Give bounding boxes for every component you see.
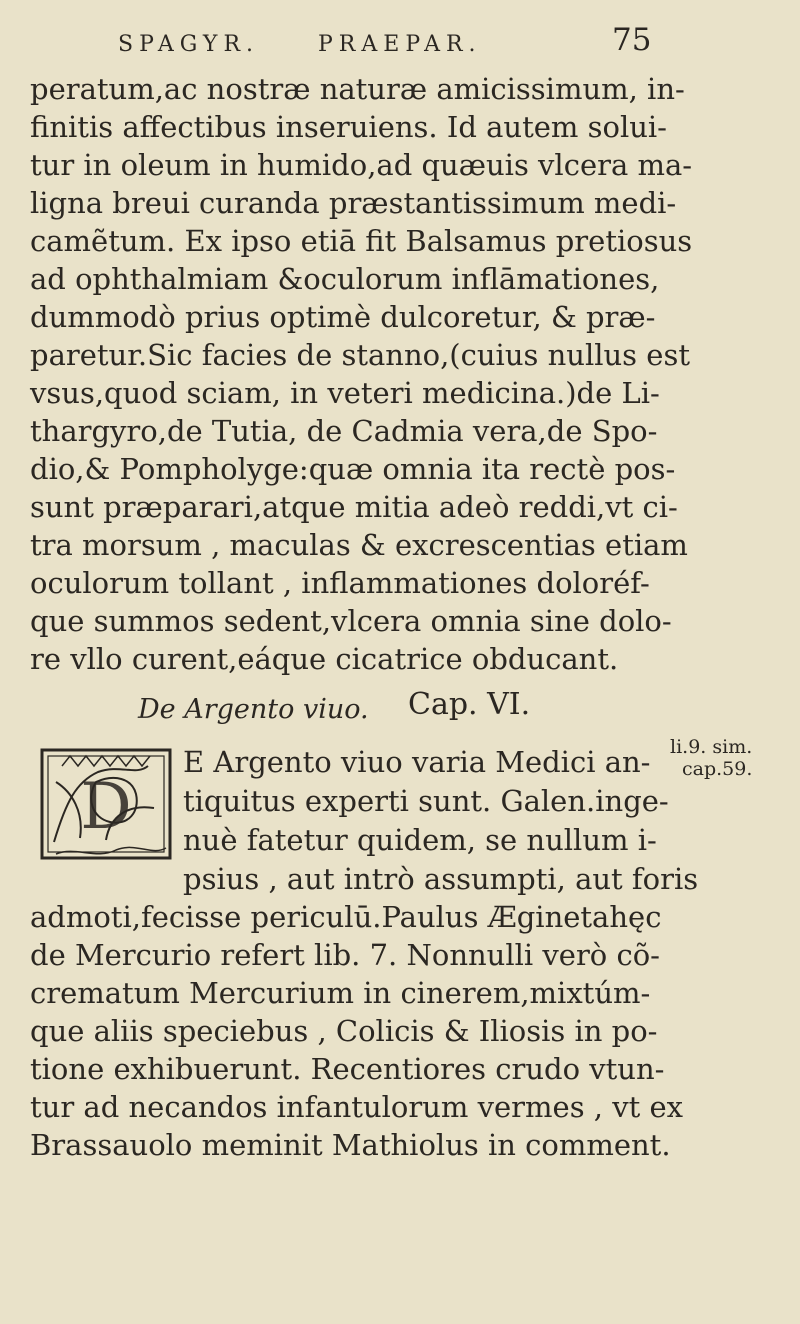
text-line: ad ophthalmiam &oculorum inflāmationes, xyxy=(30,262,660,296)
marginal-note-line: li.9. sim. xyxy=(670,736,753,758)
text-line: peratum,ac nostræ naturæ amicissimum, in- xyxy=(30,72,685,106)
text-line: Brassauolo meminit Mathiolus in comment. xyxy=(30,1128,671,1162)
text-line: tiquitus experti sunt. Galen.inge- xyxy=(183,784,669,818)
text-line: de Mercurio refert lib. 7. Nonnulli verò cõ- xyxy=(30,938,660,972)
text-line: tur in oleum in humido,ad quæuis vlcera ma- xyxy=(30,148,693,182)
text-line: que summos sedent,vlcera omnia sine dolo- xyxy=(30,604,672,638)
running-head-praepar: PRAEPAR. xyxy=(318,32,482,57)
chapter-number: Cap. VI. xyxy=(408,687,531,722)
page-number: 75 xyxy=(612,22,652,58)
text-line: psius , aut intrò assumpti, aut foris xyxy=(183,862,699,896)
text-line: dummodò prius optimè dulcoretur, & præ- xyxy=(30,300,656,334)
text-line: ligna breui curanda præstantissimum medi- xyxy=(30,186,677,220)
chapter-title: De Argento viuo. xyxy=(138,694,369,725)
running-header xyxy=(118,22,678,62)
text-line: finitis affectibus inseruiens. Id autem solui- xyxy=(30,110,667,144)
text-line: sunt præparari,atque mitia adeò reddi,vt ci- xyxy=(30,490,678,524)
text-line: que aliis speciebus , Colicis & Iliosis in po- xyxy=(30,1014,658,1048)
text-line: dio,& Pompholyge:quæ omnia ita rectè pos- xyxy=(30,452,676,486)
running-head-spagyr: SPAGYR. xyxy=(118,32,260,57)
text-line: tur ad necandos infantulorum vermes , vt ex xyxy=(30,1090,684,1124)
text-line: thargyro,de Tutia, de Cadmia vera,de Spo- xyxy=(30,414,658,448)
text-line: crematum Mercurium in cinerem,mixtúm- xyxy=(30,976,651,1010)
text-line: paretur.Sic facies de stanno,(cuius nullus est xyxy=(30,338,690,372)
text-line: tione exhibuerunt. Recentiores crudo vtun- xyxy=(30,1052,665,1086)
text-line: oculorum tollant , inflammationes doloréf- xyxy=(30,566,650,600)
marginal-note-line: cap.59. xyxy=(682,758,753,780)
text-line: E Argento viuo varia Medici an- xyxy=(183,745,651,779)
text-line: camẽtum. Ex ipso etiā fit Balsamus pretiosus xyxy=(30,224,693,258)
text-line: nuè fatetur quidem, se nullum i- xyxy=(183,823,657,857)
text-line: admoti,fecisse periculū.Paulus Æginetahęc xyxy=(30,900,662,934)
decorated-initial-icon xyxy=(36,742,176,864)
marginal-note xyxy=(670,736,795,780)
text-line: vsus,quod sciam, in veteri medicina.)de Li- xyxy=(30,376,660,410)
chapter-heading xyxy=(138,687,598,726)
text-line: re vllo curent,eáque cicatrice obducant. xyxy=(30,642,619,676)
text-line: tra morsum , maculas & excrescentias etiam xyxy=(30,528,688,562)
svg-text:D: D xyxy=(80,770,132,844)
